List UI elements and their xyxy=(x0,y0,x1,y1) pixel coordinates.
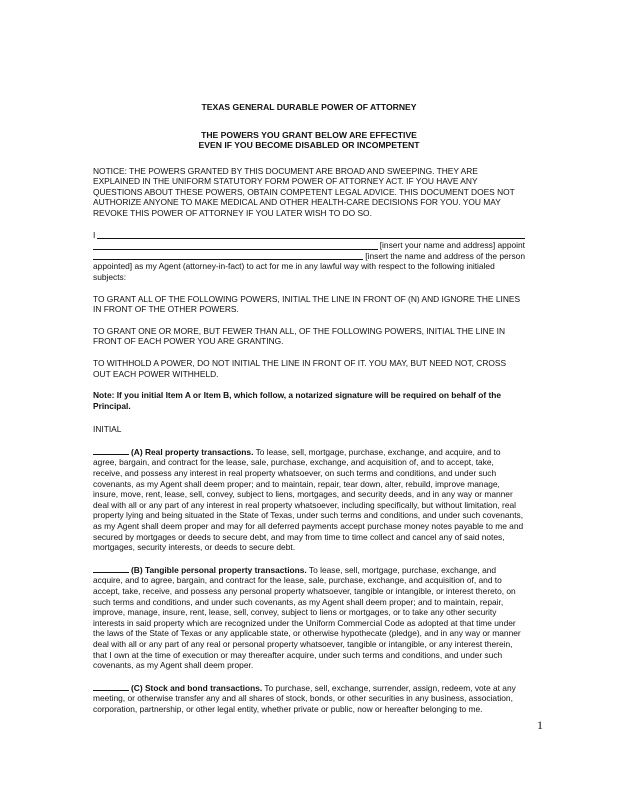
page-number: 1 xyxy=(537,718,543,732)
item-c-initial-line[interactable] xyxy=(93,682,129,691)
item-b-paragraph xyxy=(93,564,525,671)
notice-paragraph: NOTICE: THE POWERS GRANTED BY THIS DOCUMENT ARE BROAD AND SWEEPING. THEY ARE EXPLAINED IN THE UNIFORM STATUTORY FORM POWER OF ATTORNEY ACT. IF YOU HAVE ANY QUESTIONS ABOUT THESE POWERS, OBTAIN COMPETENT LEGAL ADVICE. THIS DOCUMENT DOES NOT AUTHORIZE ANYONE TO MAKE MEDICAL AND OTHER HEALTH-CARE DECISIONS FOR YOU. YOU MAY REVOKE THIS POWER OF ATTORNEY IF YOU LATER WISH TO DO SO. xyxy=(93,165,515,218)
item-a-paragraph xyxy=(93,446,525,553)
insert-name-address-label: [insert your name and address] appoint xyxy=(379,240,525,251)
item-a-body: To lease, sell, mortgage, purchase, exchange, and acquire, and to agree, bargain, and contract for the lease, sale, purchase, exchange, and acquisition of, and to accept, take, receive, and possess any interest in real property whatsoever, on such terms and conditions, and under such covenants, as my Agent shall deem proper; and to maintain, repair, tear down, alter, rebuild, improve manage, insure, move, rent, lease, sell, convey, subject to liens, mortgages, and security deeds, and in any way or manner deal with all or any part of any interest in real property whatsoever, including specifically, but without limitation, real property lying and being situated in the State of Texas, under such terms and conditions, and under such covenants, as my Agent shall deem proper and may for all deferred payments accept purchase money notes payable to me and secured by mortgages or deeds to secure debt, and may from time to time collect and cancel any of said notes, mortgages, security interests, or deeds to secure debt. xyxy=(93,446,524,553)
item-a-initial-line[interactable] xyxy=(93,446,129,455)
intro-line-2 xyxy=(93,240,525,251)
document-title: TEXAS GENERAL DURABLE POWER OF ATTORNEY xyxy=(201,102,417,112)
initial-label: INITIAL xyxy=(93,424,122,435)
item-b-heading: (B) Tangible personal property transactions. xyxy=(131,564,307,575)
subtitle-line-2: EVEN IF YOU BECOME DISABLED OR INCOMPETENT xyxy=(198,139,420,150)
item-a-heading: (A) Real property transactions. xyxy=(131,446,254,457)
note-paragraph: Note: If you initial Item A or Item B, which follow, a notarized signature will be required on behalf of the Principal. xyxy=(93,390,502,411)
subtitle-line-1: THE POWERS YOU GRANT BELOW ARE EFFECTIVE xyxy=(201,129,417,140)
instruction-withhold: TO WITHHOLD A POWER, DO NOT INITIAL THE LINE IN FRONT OF IT. YOU MAY, BUT NEED NOT, CROSS OUT EACH POWER WITHHELD. xyxy=(93,357,507,379)
intro-block xyxy=(93,230,525,283)
item-c-paragraph xyxy=(93,682,525,715)
item-b-initial-line[interactable] xyxy=(93,564,129,573)
insert-agent-label: [insert the name and address of the person xyxy=(365,250,525,261)
item-c-heading: (C) Stock and bond transactions. xyxy=(131,682,263,693)
document-subtitle xyxy=(93,130,525,150)
intro-line-3 xyxy=(93,251,525,262)
item-c-body: To purchase, sell, exchange, surrender, assign, redeem, vote at any meeting, or otherwise transfer any and all shares of stock, bonds, or other securities in any business, association, corporation, partnership, or other legal entity, whether private or public, now or hereafter belonging to me. xyxy=(93,682,516,714)
instruction-grant-some: TO GRANT ONE OR MORE, BUT FEWER THAN ALL, OF THE FOLLOWING POWERS, INITIAL THE LINE IN FRONT OF EACH POWER YOU ARE GRANTING. xyxy=(93,325,505,347)
agent-name-line[interactable] xyxy=(93,251,363,260)
document-body xyxy=(93,102,525,726)
item-b-body: To lease, sell, mortgage, purchase, exchange, and acquire, and to agree, bargain, and contract for the lease, sale, purchase, exchange, and acquisition of, and to accept, take, receive, and possess any personal property whatsoever, tangible or intangible, or interest thereto, on such terms and conditions, and under such covenants, as my Agent shall deem proper; and to maintain, repair, improve, manage, insure, rent, lease, sell, convey, subject to liens or mortgages, or to take any other security interests in said property which are recognized under the Uniform Commercial Code as adopted at that time under the laws of the State of Texas or any applicable state, or otherwise hypothecate (pledge), and in any way or manner deal with all or any part of any real or personal property whatsoever, tangible or intangible, or any interest therein, that I own at the time of execution or may thereafter acquire, under such terms and conditions, and under such covenants, as my Agent shall deem proper. xyxy=(93,564,521,671)
principal-address-line[interactable] xyxy=(93,241,378,250)
intro-line-1 xyxy=(93,230,525,241)
appointed-text: appointed] as my Agent (attorney-in-fact) to act for me in any lawful way with respect to the following initialed subjects: xyxy=(93,261,495,282)
instruction-grant-all: TO GRANT ALL OF THE FOLLOWING POWERS, INITIAL THE LINE IN FRONT OF (N) AND IGNORE THE LINES IN FRONT OF THE OTHER POWERS. xyxy=(93,293,521,315)
principal-name-line[interactable] xyxy=(97,230,525,239)
intro-i-label: I xyxy=(93,229,96,240)
